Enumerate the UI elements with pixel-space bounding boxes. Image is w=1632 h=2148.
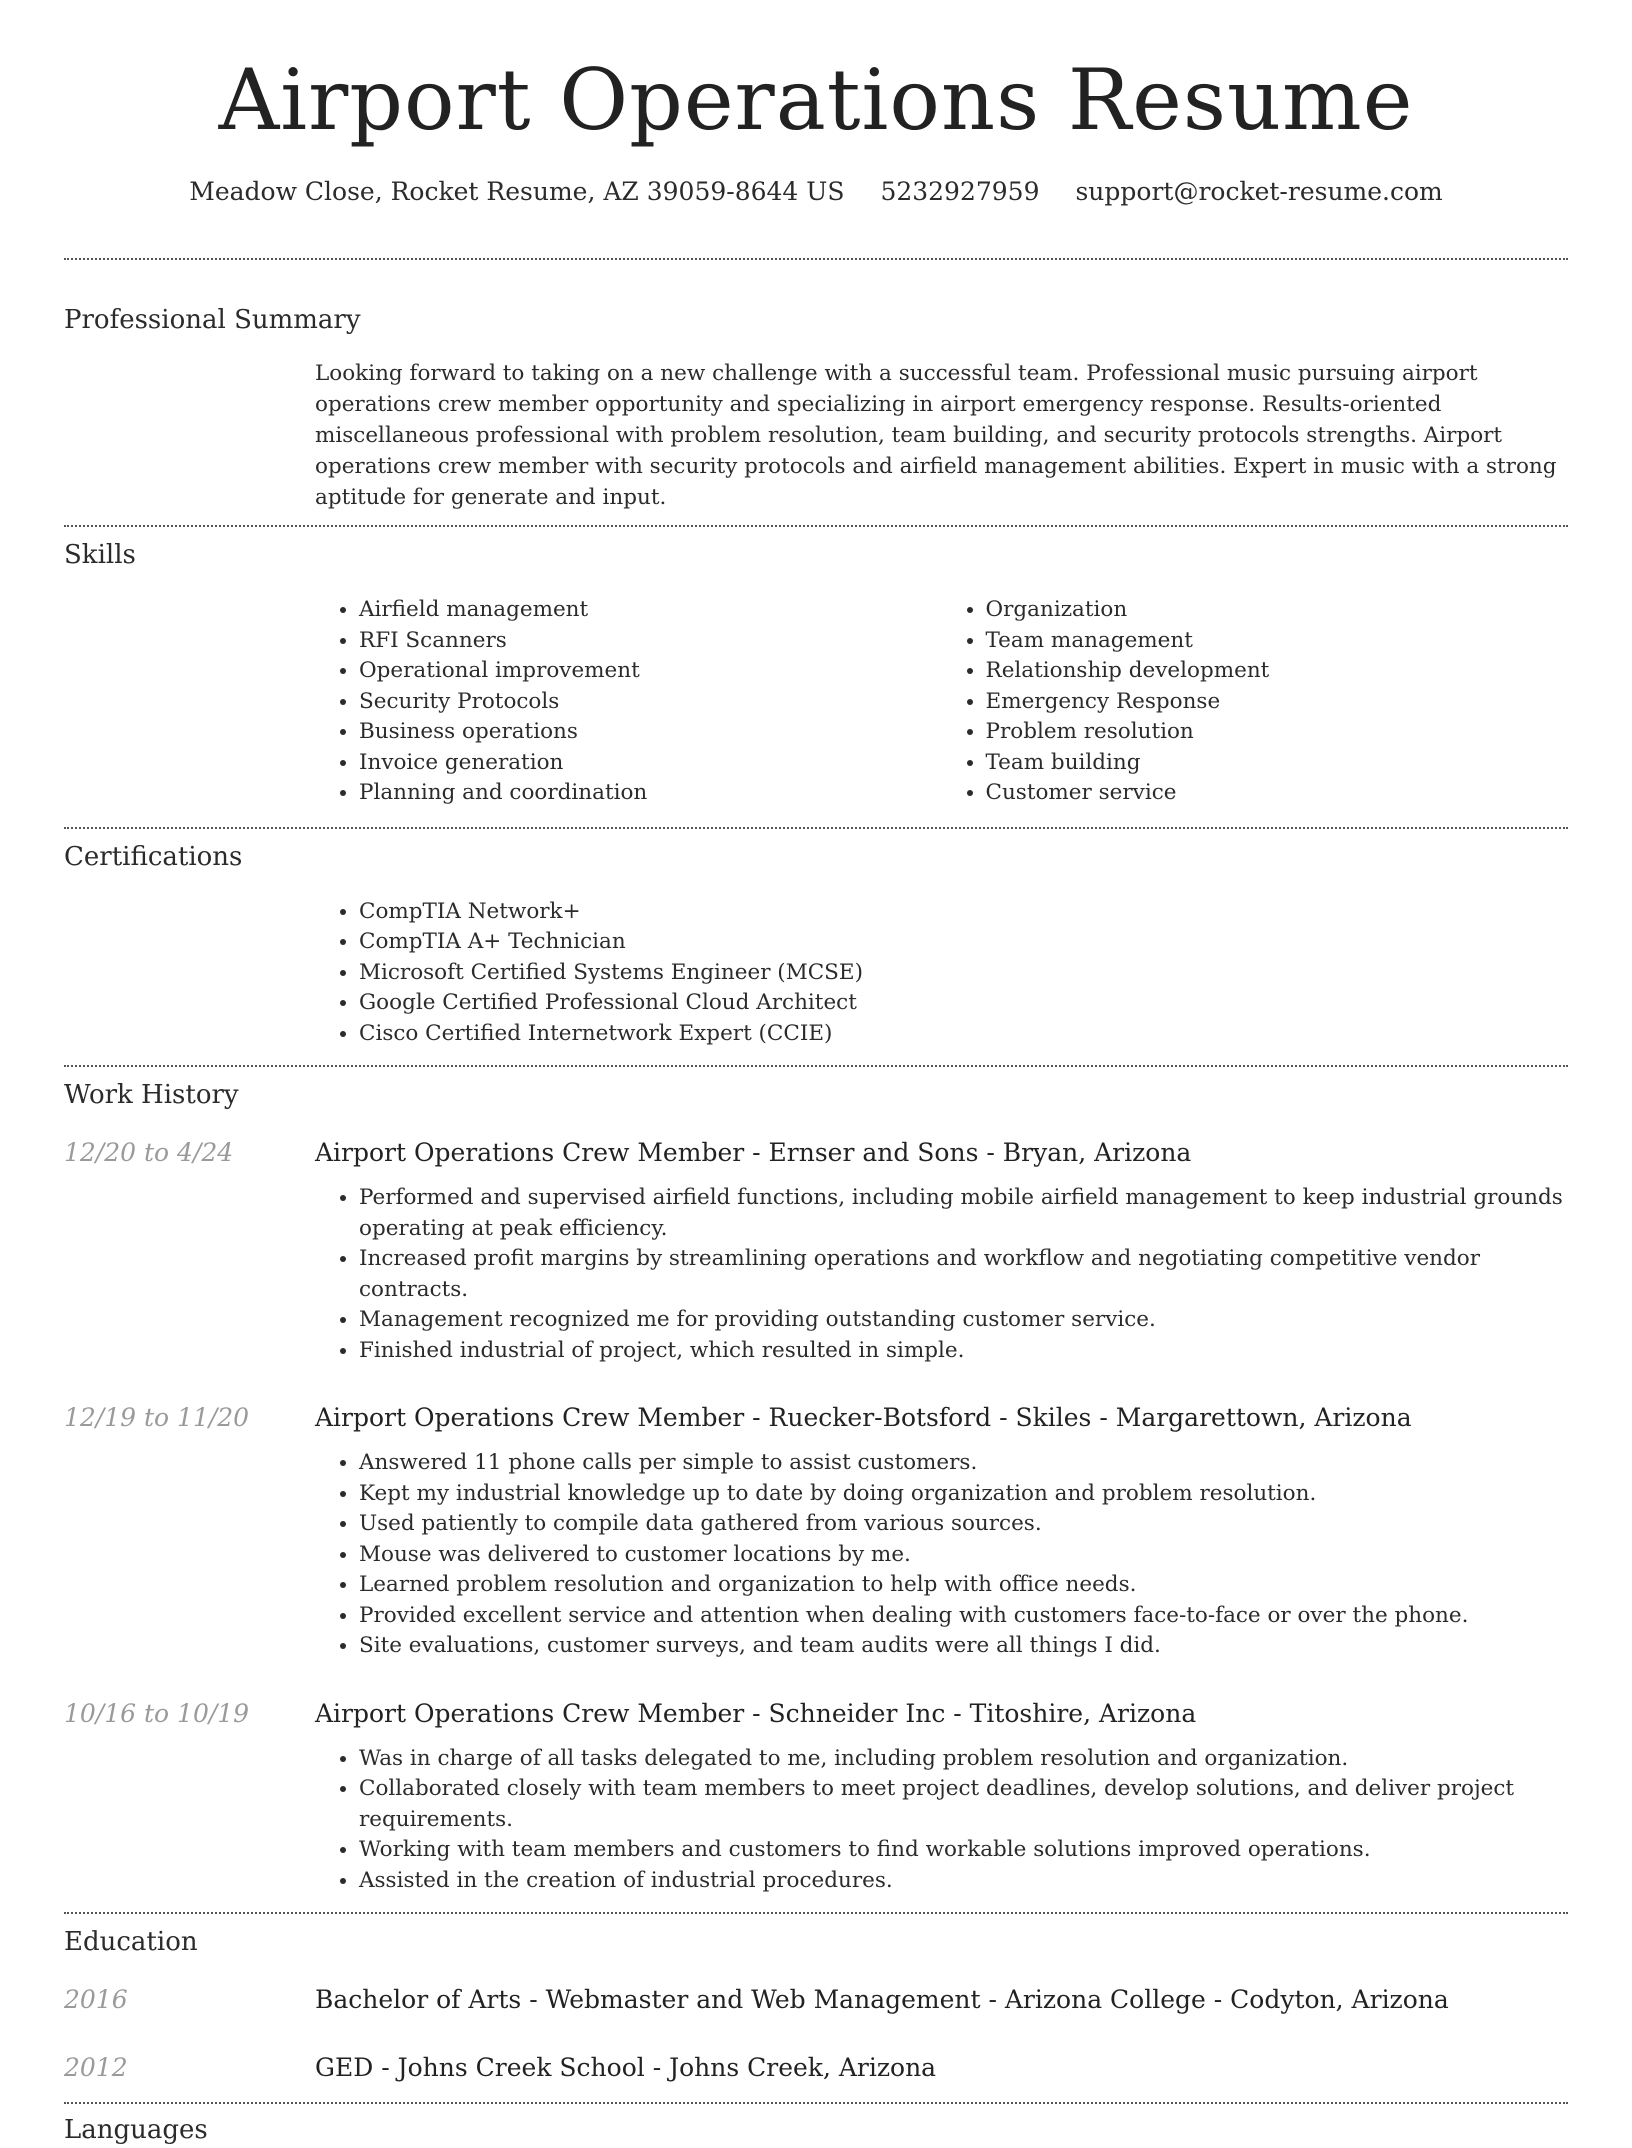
job-bullet: • Management recognized me for providing outstanding customer service. [359, 1305, 1568, 1336]
job-bullet: • Provided excellent service and attention when dealing with customers face-to-face or over the phone. [359, 1601, 1568, 1632]
education-entry [64, 2050, 1568, 2086]
job-bullets [315, 1183, 1568, 1366]
skill-item: • Operational improvement [359, 656, 942, 687]
education-date: 2016 [64, 1985, 128, 2014]
certification-item: • CompTIA Network+ [359, 897, 1568, 928]
job-date: 12/20 to 4/24 [64, 1138, 234, 1167]
skill-item: • RFI Scanners [359, 626, 942, 657]
resume-header [64, 0, 1568, 210]
certification-item: • CompTIA A+ Technician [359, 927, 1568, 958]
certification-item: • Google Certified Professional Cloud Architect [359, 988, 1568, 1019]
skill-item: • Emergency Response [986, 687, 1569, 718]
contact-address: Meadow Close, Rocket Resume, AZ 39059-8644 US [189, 177, 845, 206]
job-entry [64, 1400, 1568, 1662]
summary-text: Looking forward to taking on a new challenge with a successful team. Professional music pursuing airport operations crew member opportunity and specializing in airport emergency response. Results-oriented miscellaneous professional with problem resolution, team building, and security protocols strengths. Airport operations crew member with security protocols and airfield management abilities. Expert in music with a strong aptitude for generate and input. [315, 361, 1557, 510]
resume-page [64, 0, 1568, 2148]
skill-item: • Planning and coordination [359, 778, 942, 809]
section-summary [64, 260, 1568, 513]
skill-item: • Invoice generation [359, 748, 942, 779]
section-languages [64, 2104, 1568, 2148]
skill-item: • Problem resolution [986, 717, 1569, 748]
section-title-languages: Languages [64, 2115, 208, 2145]
job-bullet: • Site evaluations, customer surveys, and team audits were all things I did. [359, 1631, 1568, 1662]
job-entry [64, 1696, 1568, 1897]
certification-item: • Cisco Certified Internetwork Expert (CCIE) [359, 1019, 1568, 1050]
section-work-history [64, 1067, 1568, 1896]
resume-title: Airport Operations Resume [218, 51, 1414, 149]
job-bullet: • Mouse was delivered to customer locations by me. [359, 1540, 1568, 1571]
skill-item: • Team building [986, 748, 1569, 779]
job-title: Airport Operations Crew Member - Ernser and Sons - Bryan, Arizona [315, 1138, 1192, 1167]
education-date: 2012 [64, 2053, 128, 2082]
job-title: Airport Operations Crew Member - Schneider Inc - Titoshire, Arizona [315, 1698, 1197, 1728]
skill-item: • Airfield management [359, 595, 942, 626]
job-bullet: • Finished industrial of project, which resulted in simple. [359, 1336, 1568, 1367]
education-entry [64, 1982, 1568, 2018]
skill-item: • Relationship development [986, 656, 1569, 687]
job-bullet: • Assisted in the creation of industrial procedures. [359, 1866, 1568, 1897]
education-title: GED - Johns Creek School - Johns Creek, Arizona [315, 2053, 937, 2082]
job-bullet: • Answered 11 phone calls per simple to assist customers. [359, 1448, 1568, 1479]
skill-item: • Business operations [359, 717, 942, 748]
job-bullet: • Working with team members and customers to find workable solutions improved operations. [359, 1835, 1568, 1866]
contact-phone: 5232927959 [880, 177, 1040, 206]
skill-item: • Customer service [986, 778, 1569, 809]
skill-item: • Security Protocols [359, 687, 942, 718]
job-date: 12/19 to 11/20 [64, 1403, 250, 1432]
section-skills [64, 527, 1568, 809]
job-bullet: • Performed and supervised airfield functions, including mobile airfield management to keep industrial grounds operating at peak efficiency. [359, 1183, 1568, 1244]
section-title-work: Work History [64, 1080, 239, 1110]
job-bullets [315, 1448, 1568, 1662]
section-education [64, 1914, 1568, 2086]
job-bullet: • Collaborated closely with team members to meet project deadlines, develop solutions, and deliver project requirements. [359, 1774, 1568, 1835]
section-title-education: Education [64, 1927, 198, 1957]
job-bullet: • Used patiently to compile data gathered from various sources. [359, 1509, 1568, 1540]
skills-list-left [315, 595, 942, 809]
skill-item: • Team management [986, 626, 1569, 657]
section-title-skills: Skills [64, 540, 136, 570]
job-bullets [315, 1744, 1568, 1897]
job-bullet: • Increased profit margins by streamlining operations and workflow and negotiating competitive vendor contracts. [359, 1244, 1568, 1305]
contact-email: support@rocket-resume.com [1075, 177, 1443, 206]
section-certifications [64, 829, 1568, 1050]
education-title: Bachelor of Arts - Webmaster and Web Management - Arizona College - Codyton, Arizona [315, 1985, 1449, 2014]
contact-line [64, 174, 1568, 210]
job-bullet: • Learned problem resolution and organization to help with office needs. [359, 1570, 1568, 1601]
section-title-certifications: Certifications [64, 841, 243, 872]
certifications-list [315, 897, 1568, 1050]
job-date: 10/16 to 10/19 [64, 1698, 250, 1728]
skills-list-right [942, 595, 1569, 809]
job-title: Airport Operations Crew Member - Ruecker-Botsford - Skiles - Margarettown, Arizona [315, 1403, 1412, 1432]
job-entry [64, 1135, 1568, 1366]
skill-item: • Organization [986, 595, 1569, 626]
certification-item: • Microsoft Certified Systems Engineer (MCSE) [359, 958, 1568, 989]
job-bullet: • Was in charge of all tasks delegated to me, including problem resolution and organization. [359, 1744, 1568, 1775]
job-bullet: • Kept my industrial knowledge up to date by doing organization and problem resolution. [359, 1479, 1568, 1510]
section-title-summary: Professional Summary [64, 305, 361, 335]
